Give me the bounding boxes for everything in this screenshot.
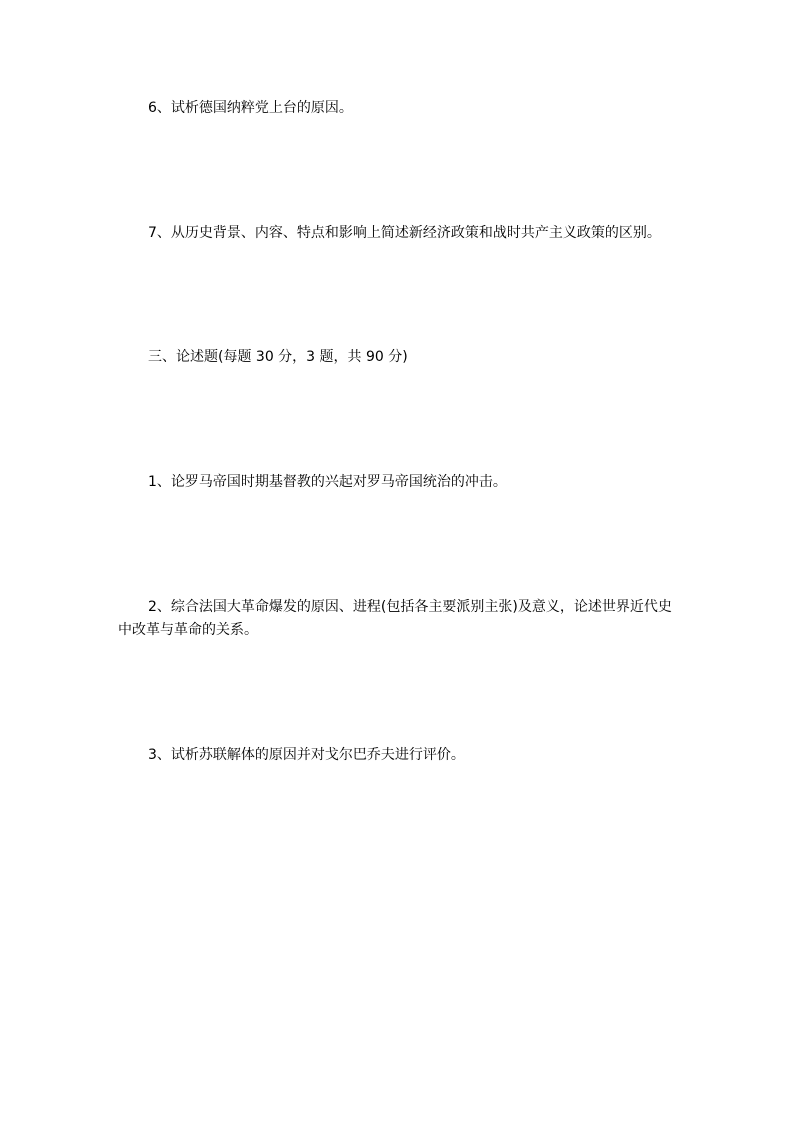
section-3-title: 三、论述题(每题 30 分，3 题，共 90 分) [148,349,408,365]
essay-question-3: 3、试析苏联解体的原因并对戈尔巴乔夫进行评价。 [148,747,465,763]
question-6: 6、试析德国纳粹党上台的原因。 [148,100,353,116]
question-7: 7、从历史背景、内容、特点和影响上简述新经济政策和战时共产主义政策的区别。 [148,225,661,241]
essay-question-2-line-1: 2、综合法国大革命爆发的原因、进程(包括各主要派别主张)及意义，论述世界近代史 [148,599,672,615]
essay-question-1: 1、论罗马帝国时期基督教的兴起对罗马帝国统治的冲击。 [148,474,507,490]
essay-question-2-line-2: 中改革与革命的关系。 [118,622,258,638]
